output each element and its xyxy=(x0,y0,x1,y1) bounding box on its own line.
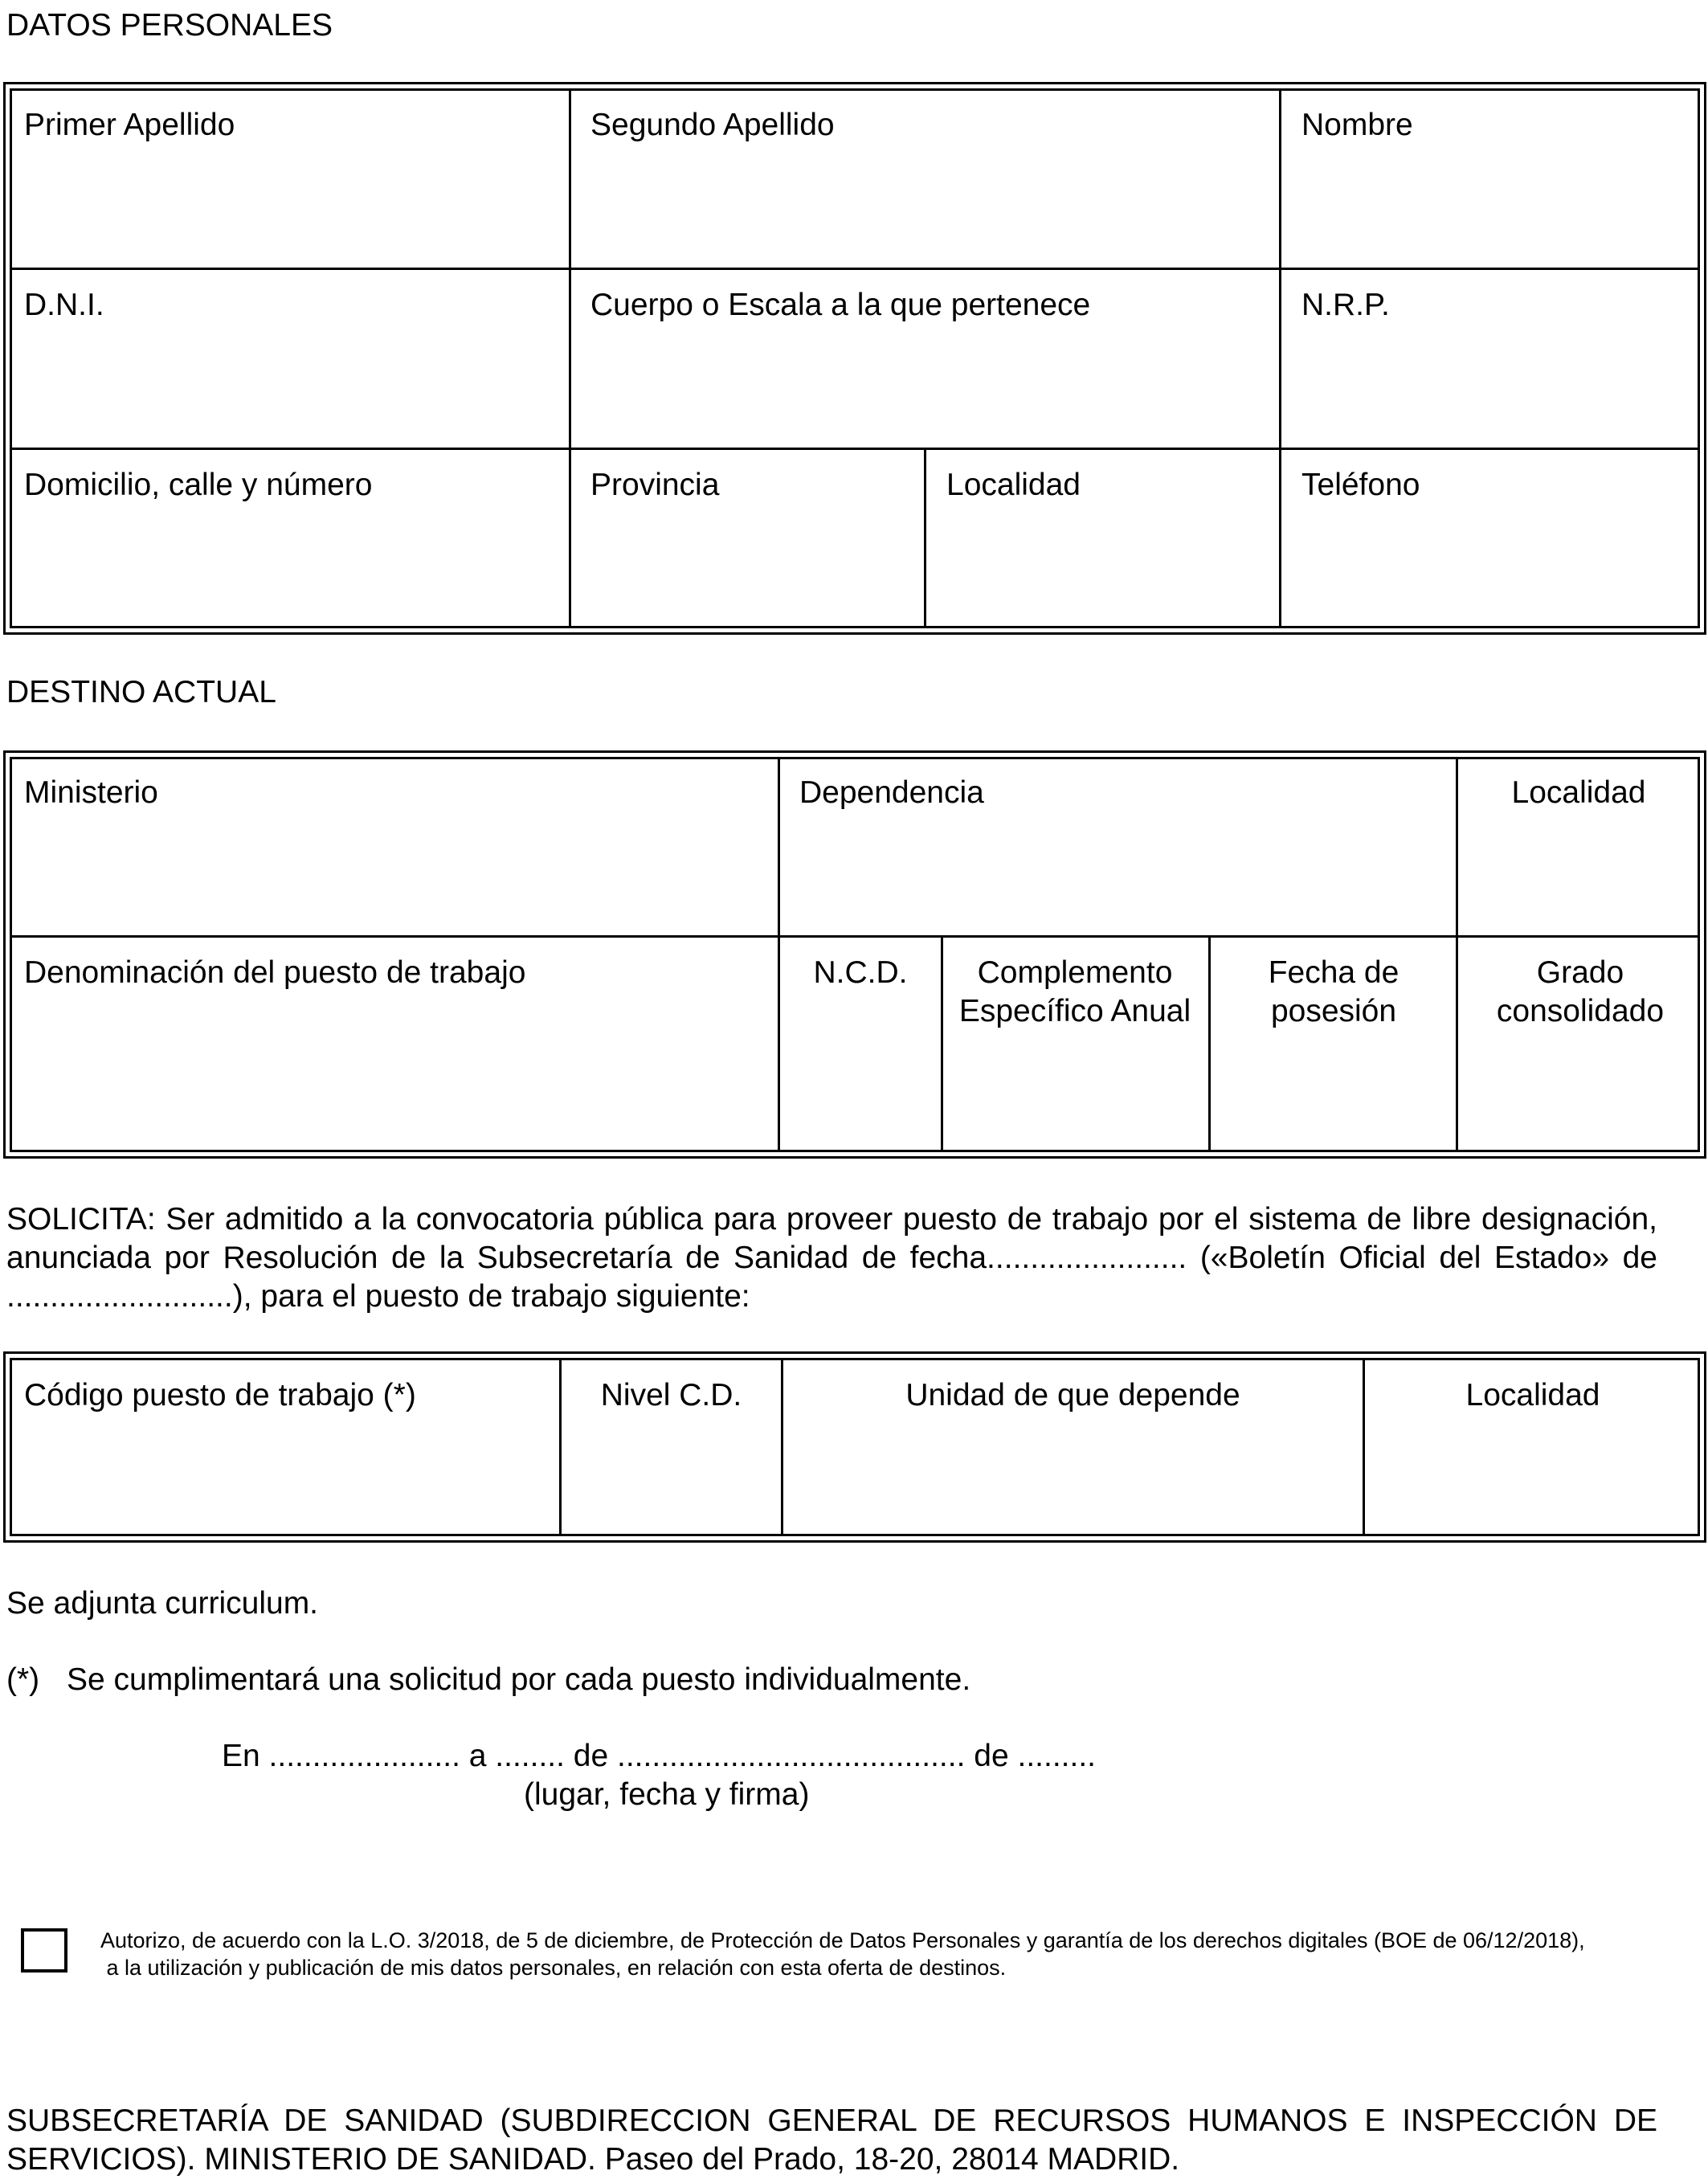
localidad-field[interactable]: Localidad xyxy=(946,468,1081,502)
consent-checkbox[interactable] xyxy=(21,1928,67,1973)
destino-localidad-field[interactable]: Localidad xyxy=(1511,775,1646,810)
puesto-localidad-field[interactable]: Localidad xyxy=(1465,1378,1600,1412)
row-divider xyxy=(10,448,1700,450)
col-divider xyxy=(941,936,943,1152)
col-divider xyxy=(569,90,571,628)
datos-personales-table-inner-border xyxy=(10,88,1700,628)
denominacion-field[interactable]: Denominación del puesto de trabajo xyxy=(24,955,526,990)
firma-line: En ...................... a ........ de ........................................ de ......... xyxy=(222,1739,1097,1773)
row-divider xyxy=(10,935,1700,938)
provincia-field[interactable]: Provincia xyxy=(590,468,720,502)
footer-address: SUBSECRETARÍA DE SANIDAD (SUBDIRECCION GENERAL DE RECURSOS HUMANOS E INSPECCIÓN DE SERVICIOS). MINISTERIO DE SANIDAD. Paseo del Prado, 18-20, 28014 MADRID. xyxy=(6,2103,1657,2177)
section-title-datos-personales: DATOS PERSONALES xyxy=(6,8,333,43)
col-divider xyxy=(1456,758,1458,1152)
telefono-field[interactable]: Teléfono xyxy=(1301,468,1420,502)
cuerpo-escala-field[interactable]: Cuerpo o Escala a la que pertenece xyxy=(590,288,1091,322)
dni-field[interactable]: D.N.I. xyxy=(24,288,104,322)
nrp-field[interactable]: N.R.P. xyxy=(1301,288,1390,322)
ncd-field[interactable]: N.C.D. xyxy=(813,955,908,990)
unidad-field[interactable]: Unidad de que depende xyxy=(905,1378,1240,1412)
datos-personales-table xyxy=(3,82,1706,635)
solicita-paragraph: SOLICITA: Ser admitido a la convocatoria pública para proveer puesto de trabajo por el sistema de libre designación, anunciada por Resolución de la Subsecretaría de Sanidad de fecha....................... («Boletín Oficial del Estado» de ..........................), para el puesto de trabajo siguiente: xyxy=(6,1202,1657,1314)
col-divider xyxy=(1279,90,1281,628)
ministerio-field[interactable]: Ministerio xyxy=(24,775,158,810)
note-text: Se cumplimentará una solicitud por cada puesto individualmente. xyxy=(67,1662,971,1697)
note-marker: (*) xyxy=(6,1662,40,1697)
row-divider xyxy=(10,268,1700,270)
complemento-field[interactable]: Complemento Específico Anual xyxy=(958,955,1191,1028)
nivel-cd-field[interactable]: Nivel C.D. xyxy=(600,1378,742,1412)
consent-text-line-2: a la utilización y publicación de mis datos personales, en relación con esta oferta de destinos. xyxy=(100,1956,1007,1980)
fecha-posesion-field[interactable]: Fecha de posesión xyxy=(1268,955,1399,1028)
section-title-destino-actual: DESTINO ACTUAL xyxy=(6,675,276,709)
adjunta-curriculum: Se adjunta curriculum. xyxy=(6,1586,319,1621)
dependencia-field[interactable]: Dependencia xyxy=(799,775,984,810)
col-divider xyxy=(924,448,926,628)
primer-apellido-field[interactable]: Primer Apellido xyxy=(24,108,235,142)
consent-text xyxy=(100,1927,1585,1981)
nombre-field[interactable]: Nombre xyxy=(1301,108,1413,142)
consent-text-line-1: Autorizo, de acuerdo con la L.O. 3/2018, de 5 de diciembre, de Protección de Datos Personales y garantía de los derechos digitales (BOE de 06/12/2018), xyxy=(100,1928,1585,1952)
col-divider xyxy=(1208,936,1211,1152)
grado-field[interactable]: Grado consolidado xyxy=(1496,955,1665,1028)
firma-caption: (lugar, fecha y firma) xyxy=(524,1777,810,1812)
codigo-puesto-field[interactable]: Código puesto de trabajo (*) xyxy=(24,1378,416,1412)
domicilio-field[interactable]: Domicilio, calle y número xyxy=(24,468,373,502)
segundo-apellido-field[interactable]: Segundo Apellido xyxy=(590,108,835,142)
